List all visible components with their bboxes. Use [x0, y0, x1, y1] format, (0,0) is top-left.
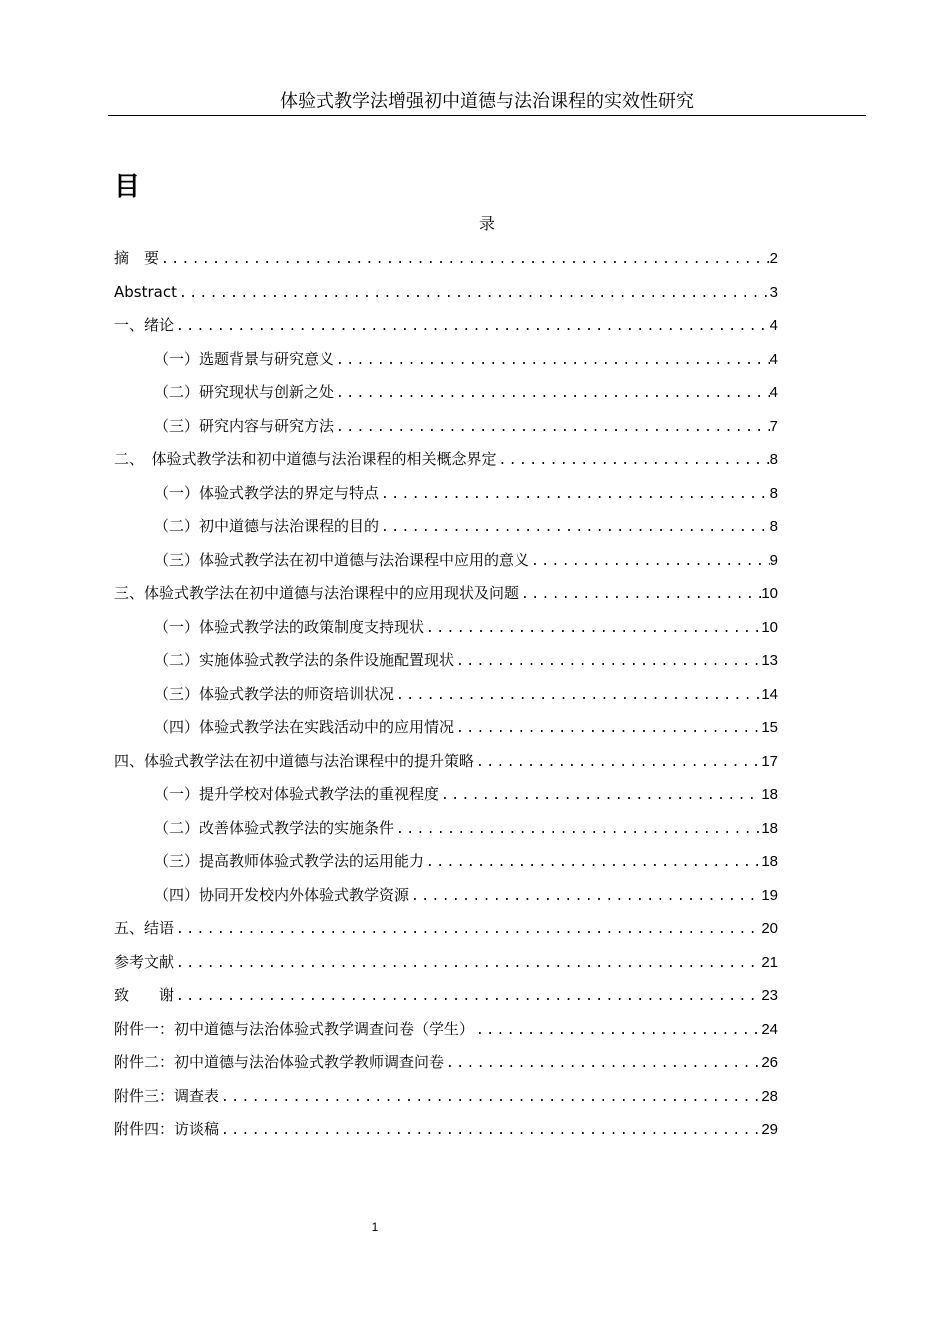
dot-leader	[177, 282, 770, 306]
toc-entry[interactable]	[114, 280, 778, 304]
toc-entry-label: （一）体验式教学法的界定与特点	[154, 484, 380, 502]
toc-entry-label: （三）提高教师体验式教学法的运用能力	[154, 852, 425, 870]
dot-leader	[519, 583, 761, 607]
toc-entry[interactable]	[154, 548, 778, 572]
toc-entry[interactable]	[154, 715, 778, 739]
dot-leader	[394, 818, 761, 842]
toc-entry-label: 一、绪论	[114, 316, 175, 334]
toc-entry-label: 附件二：初中道德与法治体验式教学教师调查问卷	[114, 1053, 445, 1071]
toc-entry-label: （二）研究现状与创新之处	[154, 383, 335, 401]
dot-leader	[379, 483, 770, 507]
toc-heading-continued: 录	[478, 214, 495, 233]
toc-entry[interactable]	[114, 1017, 778, 1041]
toc-entry-label: （二）实施体验式教学法的条件设施配置现状	[154, 651, 455, 669]
dot-leader	[474, 1019, 761, 1043]
toc-entry-page: 26	[761, 1054, 778, 1071]
toc-entry-label: （一）提升学校对体验式教学法的重视程度	[154, 785, 440, 803]
toc-entry-page: 23	[761, 987, 778, 1004]
toc-entry[interactable]	[114, 1084, 778, 1108]
toc-entry-page: 9	[769, 552, 778, 569]
toc-entry-page: 19	[761, 887, 778, 904]
dot-leader	[497, 449, 770, 473]
toc-entry[interactable]	[154, 648, 778, 672]
toc-entry-page: 4	[769, 317, 778, 334]
dot-leader	[474, 751, 761, 775]
toc-entry-label: 二、 体验式教学法和初中道德与法治课程的相关概念界定	[114, 450, 497, 468]
toc-entry-page: 28	[761, 1088, 778, 1105]
toc-entry-page: 8	[769, 451, 778, 468]
dot-leader	[219, 1086, 761, 1110]
dot-leader	[379, 516, 770, 540]
toc-entry[interactable]	[154, 816, 778, 840]
toc-entry-page: 7	[769, 418, 778, 435]
toc-entry[interactable]	[114, 749, 778, 773]
dot-leader	[219, 1119, 761, 1143]
toc-entry-label: 四、体验式教学法在初中道德与法治课程中的提升策略	[114, 752, 475, 770]
toc-entry-page: 4	[769, 384, 778, 401]
toc-entry[interactable]	[154, 414, 778, 438]
header-divider	[108, 115, 866, 116]
toc-entry-page: 10	[761, 619, 778, 636]
toc-entry-label: （四）协同开发校内外体验式教学资源	[154, 886, 410, 904]
page-number: 1	[371, 1220, 379, 1234]
toc-entry-label: 附件四：访谈稿	[114, 1120, 220, 1138]
toc-entry-page: 29	[761, 1121, 778, 1138]
toc-entry-page: 20	[761, 920, 778, 937]
toc-entry-page: 14	[761, 686, 778, 703]
toc-entry-page: 17	[761, 753, 778, 770]
dot-leader	[174, 918, 761, 942]
toc-entry-label: （二）改善体验式教学法的实施条件	[154, 819, 395, 837]
dot-leader	[334, 349, 770, 373]
toc-entry[interactable]	[154, 849, 778, 873]
toc-entry[interactable]	[154, 782, 778, 806]
toc-entry[interactable]	[114, 581, 778, 605]
toc-entry-page: 4	[769, 351, 778, 368]
toc-entry[interactable]	[114, 246, 778, 270]
toc-entry-page: 8	[769, 485, 778, 502]
toc-entry-page: 24	[761, 1021, 778, 1038]
toc-entry-label: （三）体验式教学法在初中道德与法治课程中应用的意义	[154, 551, 530, 569]
dot-leader	[439, 784, 761, 808]
toc-entry-page: 13	[761, 652, 778, 669]
toc-entry-label: （四）体验式教学法在实践活动中的应用情况	[154, 718, 455, 736]
dot-leader	[424, 617, 761, 641]
dot-leader	[334, 382, 770, 406]
dot-leader	[444, 1052, 761, 1076]
toc-entry-label: （一）选题背景与研究意义	[154, 350, 335, 368]
toc-entry[interactable]	[154, 514, 778, 538]
toc-entry-page: 3	[769, 284, 778, 301]
toc-entry-label: （二）初中道德与法治课程的目的	[154, 517, 380, 535]
toc-entry-page: 18	[761, 853, 778, 870]
toc-entry-label: 附件一：初中道德与法治体验式教学调查问卷（学生）	[114, 1020, 475, 1038]
dot-leader	[454, 650, 761, 674]
toc-entry-page: 21	[761, 954, 778, 971]
dot-leader	[174, 952, 761, 976]
toc-entry-page: 2	[769, 250, 778, 267]
toc-entry[interactable]	[114, 447, 778, 471]
dot-leader	[454, 717, 761, 741]
toc-entry-label: 附件三：调查表	[114, 1087, 220, 1105]
toc-entry-label: Abstract	[114, 283, 177, 301]
toc-entry-label: 参考文献	[114, 953, 175, 971]
dot-leader	[394, 684, 761, 708]
toc-entry[interactable]	[154, 615, 778, 639]
toc-entry-label: 三、体验式教学法在初中道德与法治课程中的应用现状及问题	[114, 584, 520, 602]
toc-entry-label: （三）体验式教学法的师资培训状况	[154, 685, 395, 703]
toc-entry-label: （三）研究内容与研究方法	[154, 417, 335, 435]
toc-entry-label: 致 谢	[114, 986, 175, 1004]
toc-heading: 目	[114, 172, 141, 202]
toc-entry[interactable]	[154, 380, 778, 404]
toc-entry[interactable]	[154, 347, 778, 371]
toc-entry[interactable]	[114, 1117, 778, 1141]
toc-entry[interactable]	[154, 883, 778, 907]
toc-entry[interactable]	[154, 481, 778, 505]
toc-entry-page: 18	[761, 820, 778, 837]
dot-leader	[409, 885, 761, 909]
toc-entry[interactable]	[114, 313, 778, 337]
dot-leader	[424, 851, 761, 875]
toc-entry-page: 10	[761, 585, 778, 602]
toc-entry-label: （一）体验式教学法的政策制度支持现状	[154, 618, 425, 636]
dot-leader	[334, 416, 770, 440]
toc-entry-page: 8	[769, 518, 778, 535]
toc-entry[interactable]	[114, 1050, 778, 1074]
toc-entry[interactable]	[154, 682, 778, 706]
dot-leader	[174, 315, 770, 339]
toc-entry[interactable]	[114, 950, 778, 974]
toc-entry-page: 18	[761, 786, 778, 803]
dot-leader	[159, 248, 770, 272]
toc-entry[interactable]	[114, 916, 778, 940]
toc-entry[interactable]	[114, 983, 778, 1007]
toc-entry-label: 五、结语	[114, 919, 175, 937]
running-header-title: 体验式教学法增强初中道德与法治课程的实效性研究	[280, 91, 694, 112]
dot-leader	[174, 985, 761, 1009]
toc-entry-page: 15	[761, 719, 778, 736]
toc-entry-label: 摘 要	[114, 249, 160, 267]
dot-leader	[529, 550, 770, 574]
